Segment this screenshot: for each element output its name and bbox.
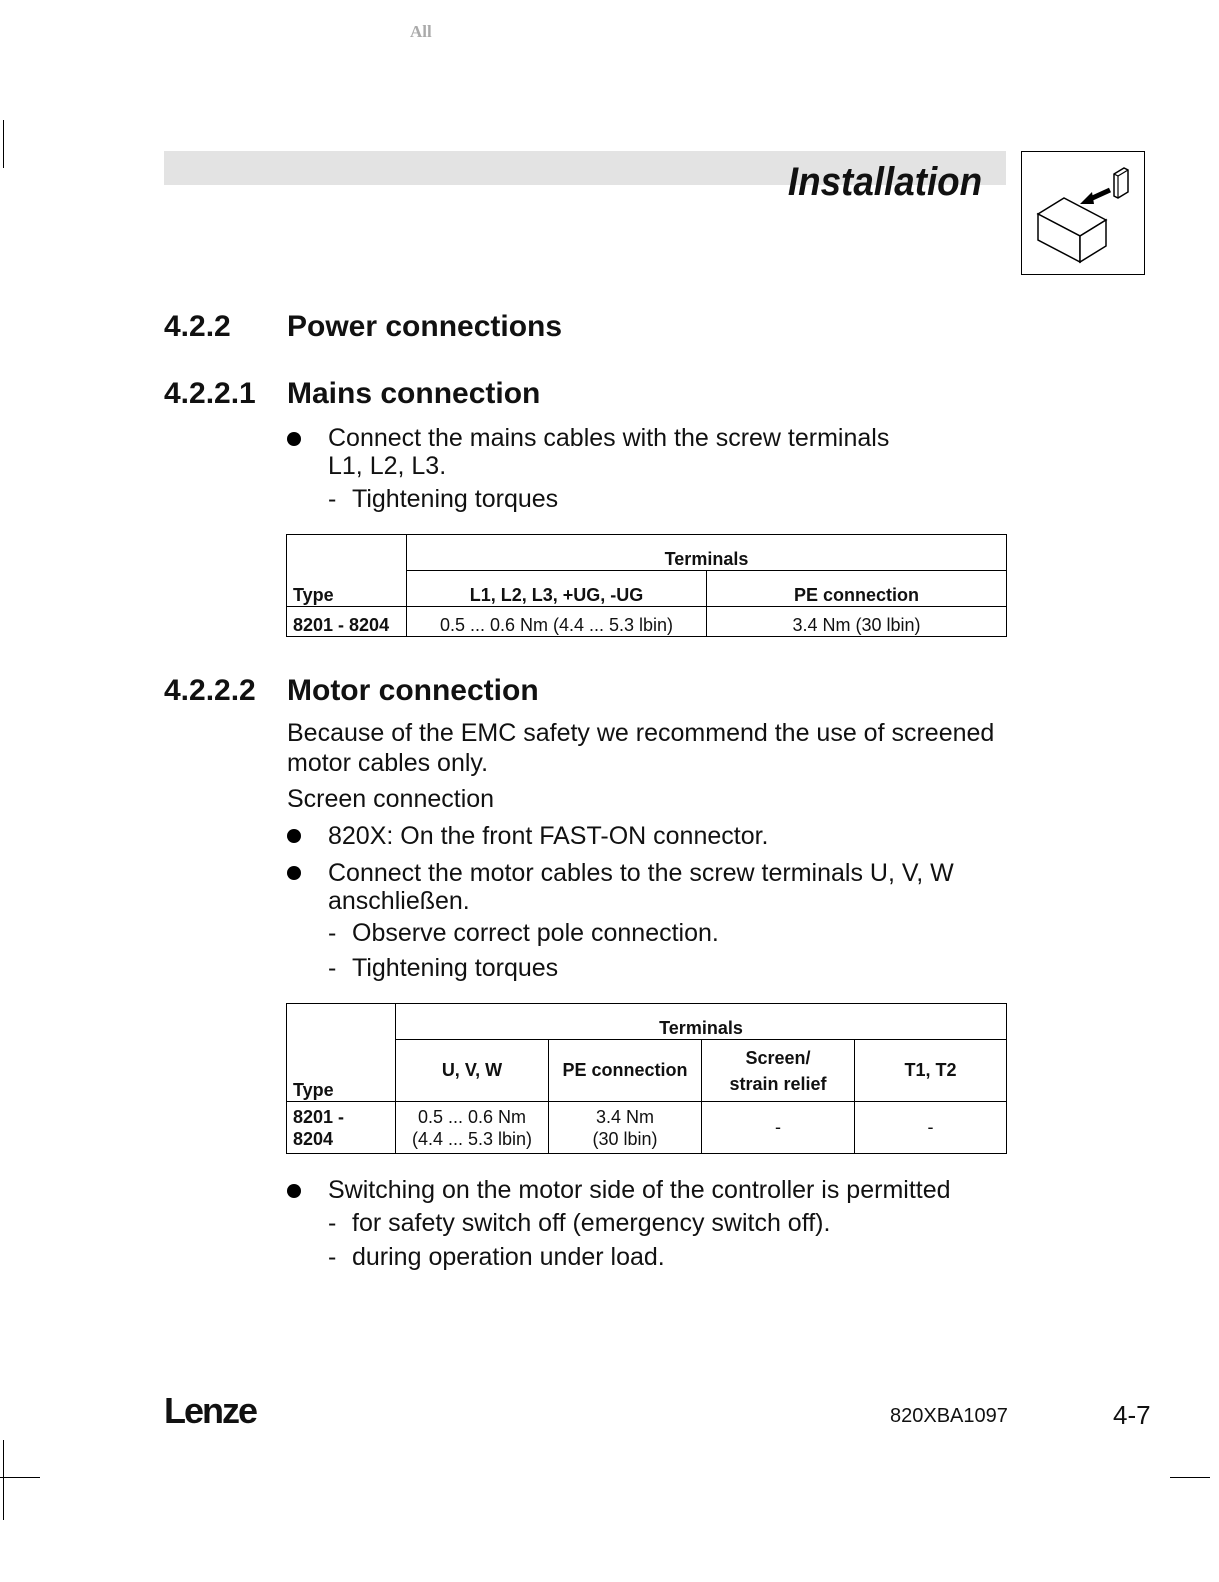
- table-cell: [396, 1102, 549, 1154]
- column-header: PE connection: [707, 571, 1007, 607]
- terminals-header: Terminals: [396, 1004, 1007, 1040]
- bullet-icon: [287, 866, 301, 880]
- dash-marker: -: [328, 954, 337, 982]
- table-cell: -: [702, 1102, 855, 1154]
- dash-text: Observe correct pole connection.: [352, 919, 719, 947]
- dash-text: during operation under load.: [352, 1243, 665, 1271]
- device-insert-icon: [1021, 151, 1145, 275]
- dash-text: Tightening torques: [352, 954, 559, 982]
- table-cell: 3.4 Nm (30 lbin): [707, 607, 1007, 637]
- page-title: Installation: [787, 160, 982, 204]
- torque-table-mains: [286, 534, 1007, 637]
- dash-text: for safety switch off (emergency switch off).: [352, 1209, 831, 1237]
- paragraph: Because of the EMC safety we recommend the use of screened: [287, 719, 995, 747]
- paragraph: motor cables only.: [287, 749, 489, 777]
- table-cell: [287, 1102, 396, 1154]
- section-number: 4.2.2: [164, 310, 231, 343]
- bullet-text: anschließen.: [328, 887, 470, 915]
- crop-mark: [1170, 1477, 1210, 1478]
- dash-marker: -: [328, 1243, 337, 1271]
- bullet-text: 820X: On the front FAST-ON connector.: [328, 822, 769, 850]
- bullet-text: Connect the motor cables to the screw terminals U, V, W: [328, 859, 954, 887]
- cell-line: 8204: [293, 1128, 334, 1149]
- dash-marker: -: [328, 1209, 337, 1237]
- top-mark: All: [410, 22, 432, 41]
- cell-line: 3.4 Nm: [595, 1106, 655, 1127]
- cell-line: (4.4 ... 5.3 lbin): [411, 1128, 533, 1149]
- cell-line: (30 lbin): [592, 1128, 658, 1149]
- page-number: 4-7: [1113, 1400, 1151, 1430]
- column-header-line: strain relief: [729, 1073, 827, 1094]
- table-cell: -: [855, 1102, 1007, 1154]
- column-header: PE connection: [549, 1040, 702, 1102]
- table-cell: [549, 1102, 702, 1154]
- brand-logo: Lenze: [164, 1390, 257, 1431]
- bullet-icon: [287, 432, 301, 446]
- cell-line: 8201 -: [293, 1106, 345, 1127]
- table-cell: 0.5 ... 0.6 Nm (4.4 ... 5.3 lbin): [407, 607, 707, 637]
- column-header: L1, L2, L3, +UG, -UG: [407, 571, 707, 607]
- section-title: Power connections: [287, 310, 563, 343]
- torque-table-motor: [286, 1003, 1007, 1154]
- paragraph: Screen connection: [287, 785, 495, 813]
- type-header: Type: [287, 535, 407, 607]
- column-header-line: Screen/: [745, 1047, 811, 1068]
- bullet-text: Connect the mains cables with the screw terminals: [328, 424, 890, 452]
- cell-line: 0.5 ... 0.6 Nm: [417, 1106, 527, 1127]
- dash-marker: -: [328, 919, 337, 947]
- bullet-icon: [287, 829, 301, 843]
- crop-mark: [0, 1477, 40, 1478]
- crop-mark: [3, 120, 4, 168]
- type-header: Type: [287, 1004, 396, 1102]
- section-title: Mains connection: [287, 377, 541, 410]
- column-header: [702, 1040, 855, 1102]
- bullet-icon: [287, 1184, 301, 1198]
- section-number: 4.2.2.2: [164, 674, 256, 707]
- column-header: U, V, W: [396, 1040, 549, 1102]
- dash-text: Tightening torques: [352, 485, 559, 513]
- column-header: T1, T2: [855, 1040, 1007, 1102]
- dash-marker: -: [328, 485, 337, 513]
- bullet-text: L1, L2, L3.: [328, 452, 447, 480]
- section-title: Motor connection: [287, 674, 539, 707]
- bullet-text: Switching on the motor side of the controller is permitted: [328, 1176, 951, 1204]
- terminals-header: Terminals: [407, 535, 1007, 571]
- document-id: 820XBA1097: [890, 1405, 1008, 1427]
- crop-mark: [3, 1440, 4, 1520]
- table-cell: 8201 - 8204: [287, 607, 407, 637]
- section-number: 4.2.2.1: [164, 377, 256, 410]
